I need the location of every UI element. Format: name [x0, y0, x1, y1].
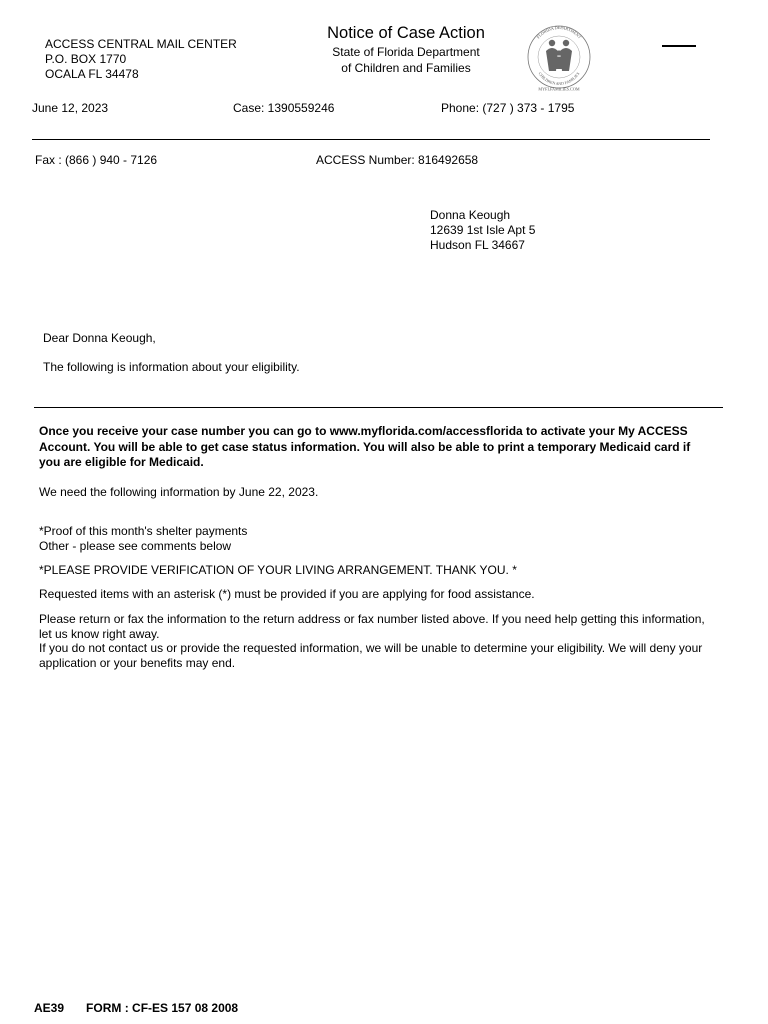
phone-number: Phone: (727 ) 373 - 1795	[441, 101, 575, 115]
account-notice: Once you receive your case number you can go to www.myflorida.com/accessflorida to activate your My ACCESS Account. You will be able to get case status information. You will also be able to print a temporary Medicaid card if you are eligible for Medicaid.	[39, 424, 691, 469]
page-title: Notice of Case Action	[327, 24, 485, 42]
case-number: Case: 1390559246	[233, 101, 335, 115]
fax-number: Fax : (866 ) 940 - 7126	[35, 153, 158, 167]
seal-text-bottom: CHILDREN AND FAMILIES	[537, 71, 581, 87]
seal-url: MYFLFAMILIES.COM	[538, 86, 580, 92]
sender-line-2: P.O. BOX 1770	[45, 52, 127, 66]
sender-line-3: OCALA FL 34478	[45, 67, 139, 81]
notice-header	[300, 22, 512, 76]
return-instructions	[39, 612, 719, 670]
deadline-text: We need the following information by June 22, 2023.	[39, 485, 319, 499]
letter-intro: The following is information about your eligibility.	[43, 360, 300, 374]
requested-item: Other - please see comments below	[39, 539, 232, 553]
seal-text-top: FLORIDA DEPARTMENT	[535, 24, 583, 40]
recipient-address	[430, 208, 535, 253]
return-instructions-line: If you do not contact us or provide the requested information, we will be unable to determine your eligibility. We will deny your application or your benefits may end.	[39, 641, 703, 670]
letter-greeting: Dear Donna Keough,	[43, 331, 156, 345]
header-dash-mark	[662, 45, 696, 47]
verification-comment: *PLEASE PROVIDE VERIFICATION OF YOUR LIVING ARRANGEMENT. THANK YOU. *	[39, 563, 517, 577]
notice-date: June 12, 2023	[32, 101, 109, 115]
divider	[34, 407, 723, 408]
svg-text:FLORIDA DEPARTMENT	[536, 25, 583, 40]
access-number: ACCESS Number: 816492658	[316, 153, 479, 167]
sender-address	[45, 37, 237, 82]
recipient-street: 12639 1st Isle Apt 5	[430, 223, 536, 237]
department-line-2: of Children and Families	[341, 61, 471, 75]
form-code: AE39	[34, 1001, 65, 1015]
recipient-name: Donna Keough	[430, 208, 511, 222]
asterisk-note: Requested items with an asterisk (*) must be provided if you are applying for food assistance.	[39, 587, 535, 601]
requested-items-list	[39, 524, 247, 554]
form-footer	[34, 1001, 238, 1015]
recipient-city: Hudson FL 34667	[430, 238, 525, 252]
department-line-1: State of Florida Department	[332, 45, 480, 59]
sender-line-1: ACCESS CENTRAL MAIL CENTER	[45, 37, 237, 51]
divider	[32, 139, 710, 140]
return-instructions-line: Please return or fax the information to the return address or fax number listed above. If you need help getting this information, let us know right away.	[39, 612, 705, 641]
department-seal-logo	[525, 21, 593, 93]
form-number: FORM : CF-ES 157 08 2008	[86, 1001, 239, 1015]
family-figures-icon	[546, 40, 572, 71]
requested-item: *Proof of this month's shelter payments	[39, 524, 248, 538]
